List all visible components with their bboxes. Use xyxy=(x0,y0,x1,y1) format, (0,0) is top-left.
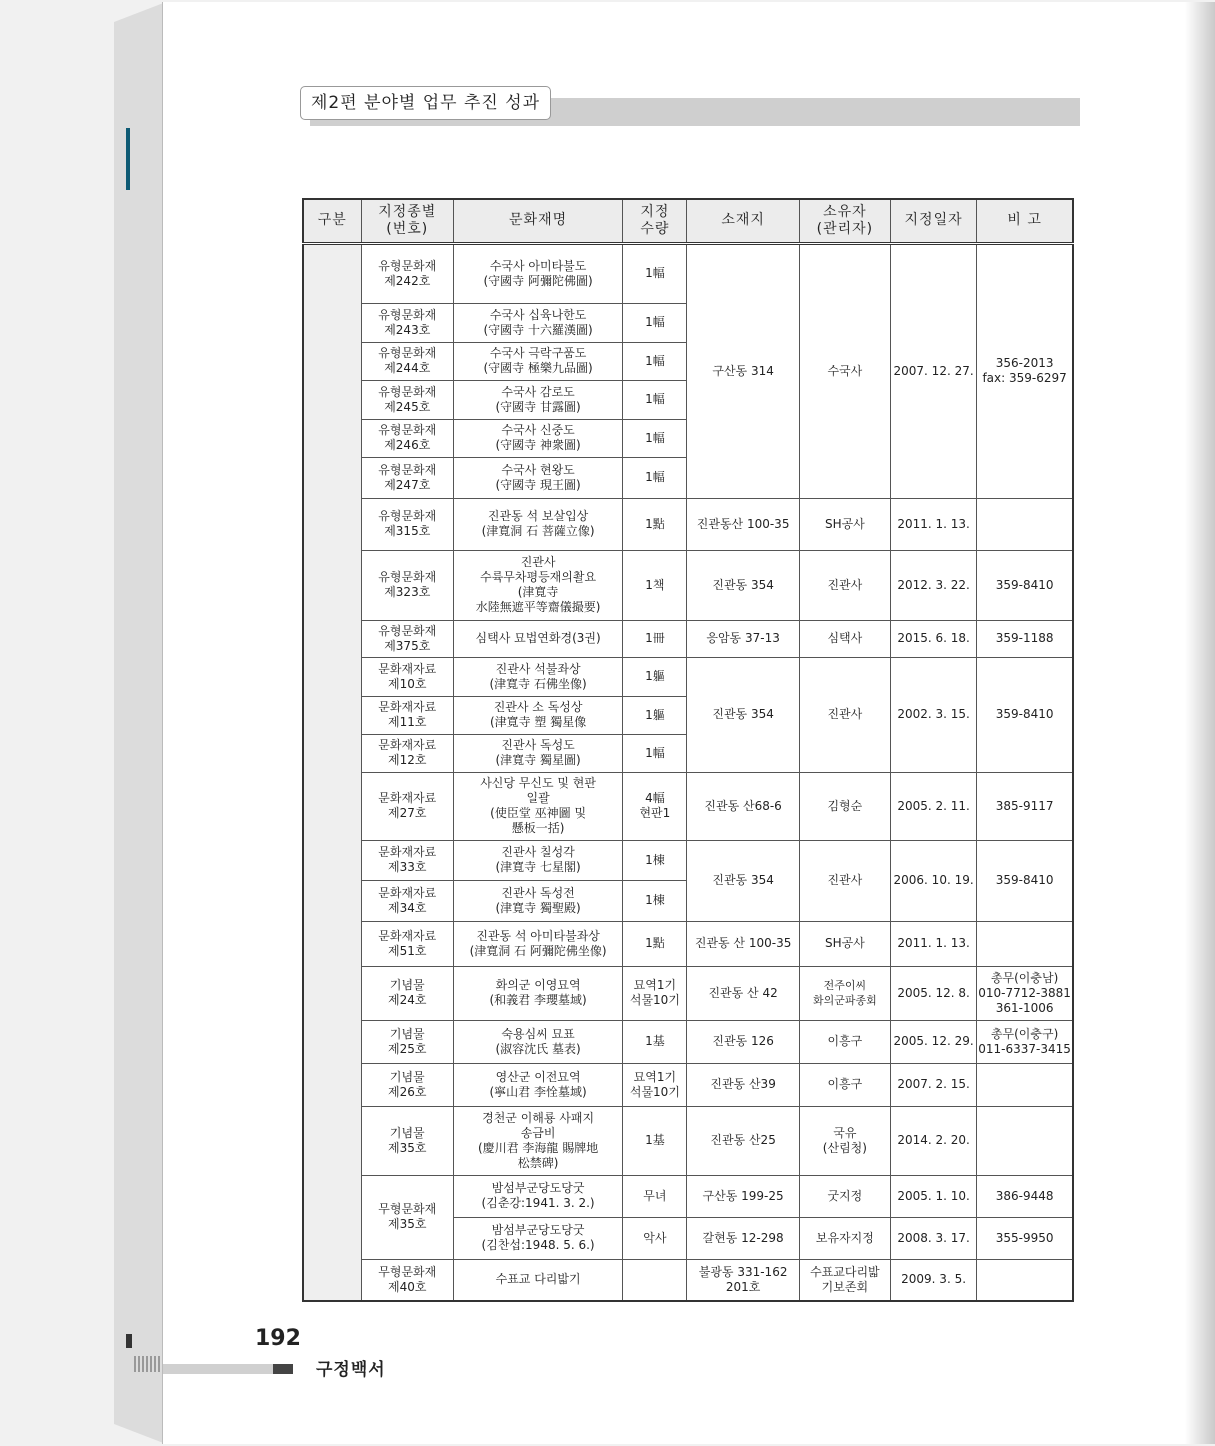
table-row xyxy=(303,243,1073,303)
owner-cell: 전주이씨 화의군파종회 xyxy=(799,966,890,1020)
owner-cell: 진관사 xyxy=(799,840,890,921)
type-cell: 문화재자료 제51호 xyxy=(361,921,453,966)
qty-cell: 1點 xyxy=(623,498,687,550)
col-header: 구분 xyxy=(303,199,361,243)
table-row xyxy=(303,921,1073,966)
table-row xyxy=(303,1063,1073,1106)
location-cell: 진관동 산25 xyxy=(687,1106,799,1175)
name-cell: 수국사 현왕도 (守國寺 現王圖) xyxy=(453,457,622,498)
footer-bar xyxy=(163,1364,273,1374)
note-cell: 총무(이충남) 010-7712-3881 361-1006 xyxy=(977,966,1073,1020)
note-cell xyxy=(977,498,1073,550)
note-cell: 총무(이충구) 011-6337-3415 xyxy=(977,1020,1073,1063)
note-cell xyxy=(977,921,1073,966)
location-cell: 불광동 331-162 201호 xyxy=(687,1259,799,1301)
name-cell: 수국사 아미타불도 (守國寺 阿彌陀佛圖) xyxy=(453,243,622,303)
type-cell: 유형문화재 제246호 xyxy=(361,419,453,457)
owner-cell: 수표교다리밟 기보존회 xyxy=(799,1259,890,1301)
note-cell xyxy=(977,1259,1073,1301)
table-row xyxy=(303,840,1073,880)
location-cell: 진관동 354 xyxy=(687,840,799,921)
location-cell: 진관동 354 xyxy=(687,550,799,620)
type-cell: 유형문화재 제315호 xyxy=(361,498,453,550)
location-cell: 진관동 산39 xyxy=(687,1063,799,1106)
location-cell: 진관동 354 xyxy=(687,657,799,772)
owner-cell: 심택사 xyxy=(799,620,890,657)
owner-cell: 국유 (산림청) xyxy=(799,1106,890,1175)
type-cell: 기념물 제35호 xyxy=(361,1106,453,1175)
col-header: 소유자 (관리자) xyxy=(799,199,890,243)
type-cell: 문화재자료 제12호 xyxy=(361,734,453,772)
type-cell: 문화재자료 제34호 xyxy=(361,880,453,921)
table-row xyxy=(303,498,1073,550)
note-cell: 355-9950 xyxy=(977,1217,1073,1259)
note-cell: 356-2013 fax: 359-6297 xyxy=(977,243,1073,498)
type-cell: 기념물 제25호 xyxy=(361,1020,453,1063)
date-cell: 2011. 1. 13. xyxy=(890,498,976,550)
owner-cell: SH공사 xyxy=(799,921,890,966)
note-cell: 359-8410 xyxy=(977,657,1073,772)
table-row xyxy=(303,550,1073,620)
col-header: 비 고 xyxy=(977,199,1073,243)
type-cell: 유형문화재 제244호 xyxy=(361,342,453,380)
type-cell: 유형문화재 제323호 xyxy=(361,550,453,620)
qty-cell: 1幅 xyxy=(623,380,687,419)
qty-cell: 1幅 xyxy=(623,457,687,498)
qty-cell: 1幅 xyxy=(623,734,687,772)
owner-cell: 수국사 xyxy=(799,243,890,498)
qty-cell: 1棟 xyxy=(623,840,687,880)
book-spine xyxy=(114,2,166,1444)
type-cell: 문화재자료 제33호 xyxy=(361,840,453,880)
qty-cell: 악사 xyxy=(623,1217,687,1259)
qty-cell: 1幅 xyxy=(623,342,687,380)
table-header-row xyxy=(303,199,1073,243)
location-cell: 구산동 314 xyxy=(687,243,799,498)
qty-cell xyxy=(623,1259,687,1301)
table-row xyxy=(303,620,1073,657)
qty-cell: 1棟 xyxy=(623,880,687,921)
note-cell: 359-8410 xyxy=(977,550,1073,620)
name-cell: 진관동 석 아미타불좌상 (津寬洞 石 阿彌陀佛坐像) xyxy=(453,921,622,966)
col-header: 지정일자 xyxy=(890,199,976,243)
type-cell: 문화재자료 제27호 xyxy=(361,772,453,840)
date-cell: 2008. 3. 17. xyxy=(890,1217,976,1259)
location-cell: 구산동 199-25 xyxy=(687,1175,799,1217)
qty-cell: 1冊 xyxy=(623,620,687,657)
name-cell: 진관사 칠성각 (津寬寺 七星閣) xyxy=(453,840,622,880)
name-cell: 심택사 묘법연화경(3권) xyxy=(453,620,622,657)
note-cell: 359-1188 xyxy=(977,620,1073,657)
col-header: 소재지 xyxy=(687,199,799,243)
col-header: 지정 수량 xyxy=(623,199,687,243)
note-cell: 386-9448 xyxy=(977,1175,1073,1217)
qty-cell: 4幅 현판1 xyxy=(623,772,687,840)
date-cell: 2005. 12. 8. xyxy=(890,966,976,1020)
qty-cell: 1幅 xyxy=(623,243,687,303)
section-title: 제2편 분야별 업무 추진 성과 xyxy=(300,86,551,120)
qty-cell: 1點 xyxy=(623,921,687,966)
type-cell: 기념물 제24호 xyxy=(361,966,453,1020)
location-cell: 진관동 산 42 xyxy=(687,966,799,1020)
location-cell: 진관동 산 100-35 xyxy=(687,921,799,966)
table-row xyxy=(303,657,1073,696)
col-header: 지정종별 (번호) xyxy=(361,199,453,243)
type-cell: 문화재자료 제11호 xyxy=(361,696,453,734)
type-cell: 무형문화재 제35호 xyxy=(361,1175,453,1259)
name-cell: 수국사 신중도 (守國寺 神衆圖) xyxy=(453,419,622,457)
date-cell: 2015. 6. 18. xyxy=(890,620,976,657)
owner-cell: 보유자지정 xyxy=(799,1217,890,1259)
type-cell: 유형문화재 제242호 xyxy=(361,243,453,303)
location-cell: 갈현동 12-298 xyxy=(687,1217,799,1259)
type-cell: 유형문화재 제375호 xyxy=(361,620,453,657)
spine-accent-mark xyxy=(126,128,130,190)
type-cell: 유형문화재 제245호 xyxy=(361,380,453,419)
note-cell: 385-9117 xyxy=(977,772,1073,840)
name-cell: 진관사 수륙무차평등재의촬요 (津寬寺 水陸無遮平等齋儀撮要) xyxy=(453,550,622,620)
note-cell xyxy=(977,1063,1073,1106)
spine-stripe xyxy=(134,1356,164,1372)
category-cell xyxy=(303,243,361,1301)
date-cell: 2007. 2. 15. xyxy=(890,1063,976,1106)
date-cell: 2012. 3. 22. xyxy=(890,550,976,620)
date-cell: 2005. 1. 10. xyxy=(890,1175,976,1217)
qty-cell: 1基 xyxy=(623,1106,687,1175)
footer-block xyxy=(273,1364,293,1374)
owner-cell: 이흥구 xyxy=(799,1020,890,1063)
qty-cell: 1軀 xyxy=(623,696,687,734)
qty-cell: 묘역1기 석물10기 xyxy=(623,1063,687,1106)
name-cell: 사신당 무신도 및 현판 일괄 (使臣堂 巫神圖 및 懸板一括) xyxy=(453,772,622,840)
name-cell: 밤섬부군당도당굿 (김찬섭:1948. 5. 6.) xyxy=(453,1217,622,1259)
table-row xyxy=(303,966,1073,1020)
note-cell: 359-8410 xyxy=(977,840,1073,921)
book-title: 구정백서 xyxy=(316,1360,386,1380)
owner-cell: 진관사 xyxy=(799,657,890,772)
location-cell: 진관동 산68-6 xyxy=(687,772,799,840)
date-cell: 2005. 12. 29. xyxy=(890,1020,976,1063)
page-number: 192 xyxy=(255,1326,301,1351)
name-cell: 수국사 십육나한도 (守國寺 十六羅漢圖) xyxy=(453,303,622,342)
type-cell: 무형문화재 제40호 xyxy=(361,1259,453,1301)
qty-cell: 1책 xyxy=(623,550,687,620)
table-row xyxy=(303,1259,1073,1301)
qty-cell: 묘역1기 석물10기 xyxy=(623,966,687,1020)
date-cell: 2005. 2. 11. xyxy=(890,772,976,840)
qty-cell: 1幅 xyxy=(623,303,687,342)
name-cell: 영산군 이전묘역 (寧山君 李恮墓域) xyxy=(453,1063,622,1106)
name-cell: 숙용심씨 묘표 (淑容沈氏 墓表) xyxy=(453,1020,622,1063)
location-cell: 진관동 126 xyxy=(687,1020,799,1063)
name-cell: 밤섬부군당도당굿 (김춘강:1941. 3. 2.) xyxy=(453,1175,622,1217)
qty-cell: 1基 xyxy=(623,1020,687,1063)
type-cell: 유형문화재 제247호 xyxy=(361,457,453,498)
owner-cell: 이흥구 xyxy=(799,1063,890,1106)
name-cell: 수국사 감로도 (守國寺 甘露圖) xyxy=(453,380,622,419)
date-cell: 2009. 3. 5. xyxy=(890,1259,976,1301)
owner-cell: 김형순 xyxy=(799,772,890,840)
name-cell: 화의군 이영묘역 (和義君 李瓔墓域) xyxy=(453,966,622,1020)
type-cell: 문화재자료 제10호 xyxy=(361,657,453,696)
spine-dot xyxy=(126,1334,132,1348)
name-cell: 진관사 독성전 (津寬寺 獨聖殿) xyxy=(453,880,622,921)
qty-cell: 1軀 xyxy=(623,657,687,696)
date-cell: 2007. 12. 27. xyxy=(890,243,976,498)
type-cell: 유형문화재 제243호 xyxy=(361,303,453,342)
table-row xyxy=(303,1106,1073,1175)
col-header: 문화재명 xyxy=(453,199,622,243)
name-cell: 진관사 석불좌상 (津寬寺 石佛坐像) xyxy=(453,657,622,696)
location-cell: 응암동 37-13 xyxy=(687,620,799,657)
table-row xyxy=(303,1175,1073,1217)
qty-cell: 1幅 xyxy=(623,419,687,457)
date-cell: 2011. 1. 13. xyxy=(890,921,976,966)
owner-cell: SH공사 xyxy=(799,498,890,550)
page-edge-shadow xyxy=(1185,2,1215,1444)
name-cell: 수국사 극락구품도 (守國寺 極樂九品圖) xyxy=(453,342,622,380)
name-cell: 진관사 소 독성상 (津寬寺 塑 獨星像 xyxy=(453,696,622,734)
date-cell: 2002. 3. 15. xyxy=(890,657,976,772)
qty-cell: 무녀 xyxy=(623,1175,687,1217)
date-cell: 2014. 2. 20. xyxy=(890,1106,976,1175)
type-cell: 기념물 제26호 xyxy=(361,1063,453,1106)
owner-cell: 진관사 xyxy=(799,550,890,620)
name-cell: 진관사 독성도 (津寬寺 獨星圖) xyxy=(453,734,622,772)
owner-cell: 굿지정 xyxy=(799,1175,890,1217)
heritage-table xyxy=(302,198,1074,1302)
table-row xyxy=(303,1020,1073,1063)
table-row xyxy=(303,772,1073,840)
date-cell: 2006. 10. 19. xyxy=(890,840,976,921)
note-cell xyxy=(977,1106,1073,1175)
name-cell: 경천군 이해룡 사패지 송금비 (慶川君 李海龍 賜牌地 松禁碑) xyxy=(453,1106,622,1175)
location-cell: 진관동산 100-35 xyxy=(687,498,799,550)
name-cell: 진관동 석 보살입상 (津寬洞 石 菩薩立像) xyxy=(453,498,622,550)
name-cell: 수표교 다리밟기 xyxy=(453,1259,622,1301)
